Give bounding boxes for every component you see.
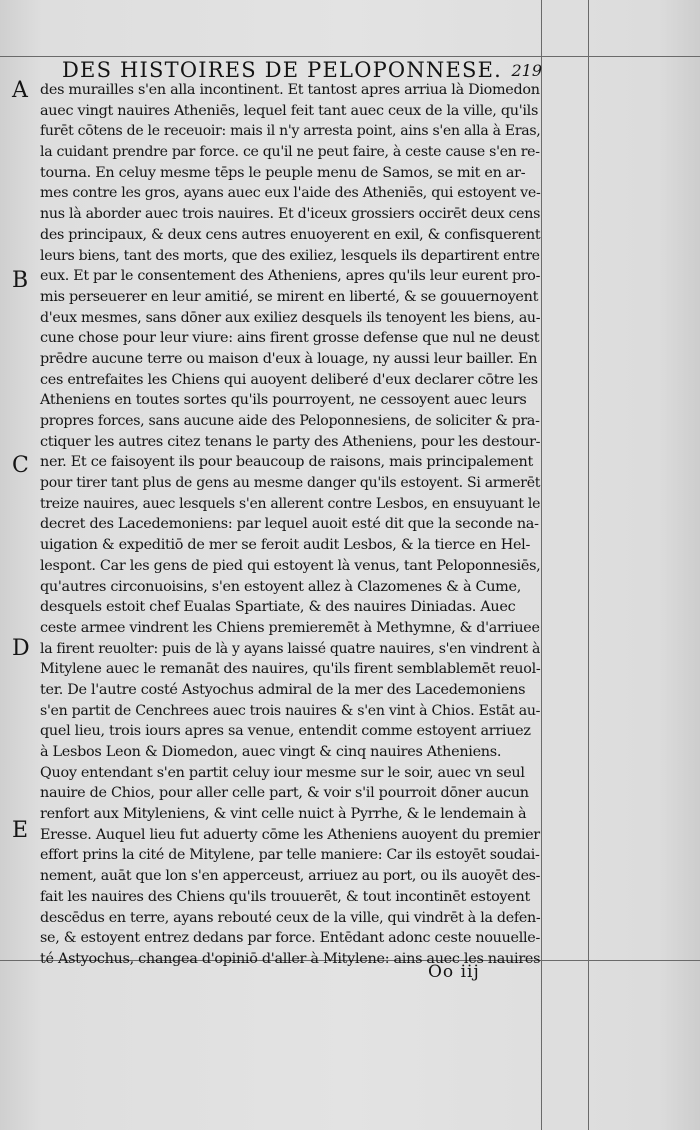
text-line: ceste armee vindrent les Chiens premieremēt à Methymne, & d'arriuee [40, 619, 540, 636]
text-line: ner. Et ce faisoyent ils pour beaucoup de raisons, mais principalement [40, 454, 533, 471]
text-line: eux. Et par le consentement des Atheniens, apres qu'ils leur eurent pro- [40, 268, 541, 285]
text-line: mis perseuerer en leur amitié, se mirent en liberté, & se gouuernoyent [40, 288, 539, 305]
text-line: tourna. En celuy mesme tēps le peuple menu de Samos, se mit en ar- [40, 164, 526, 181]
text-line: Atheniens en toutes sortes qu'ils pourroyent, ne cessoyent auec leurs [40, 392, 527, 409]
running-title: DES HISTOIRES DE PELOPONNESE. [62, 58, 503, 82]
text-line: propres forces, sans aucune aide des Peloponnesiens, de soliciter & pra- [40, 413, 540, 429]
page-number: 219 [511, 61, 542, 80]
text-line: quel lieu, trois iours apres sa venue, entendit comme estoyent arriuez [40, 723, 531, 740]
text-line: la cuidant prendre par force. ce qu'il ne peut faire, à ceste cause s'en re- [40, 144, 540, 161]
text-line: furēt cōtens de le receuoir: mais il n'y arresta point, ains s'en alla à Eras, [40, 123, 541, 140]
text-line: se, & estoyent entrez dedans par force. Entēdant adonc ceste nouuelle- [40, 930, 541, 947]
text-line: Eresse. Auquel lieu fut aduerty cōme les Atheniens auoyent du premier [40, 826, 540, 843]
text-line: desquels estoit chef Eualas Spartiate, & des nauires Diniadas. Auec [40, 599, 516, 616]
signature-mark: Oo iij [428, 962, 480, 982]
text-line: decret des Lacedemoniens: par lequel auoit esté dit que la seconde na- [40, 516, 539, 533]
text-line: la firent reuolter: puis de là y ayans laissé quatre nauires, s'en vindrent à [40, 640, 541, 657]
text-line: nauire de Chios, pour aller celle part, & voir s'il pourroit dōner aucun [40, 785, 529, 802]
text-line: descēdus en terre, ayans rebouté ceux de la ville, qui vindrēt à la defen- [40, 909, 541, 926]
text-line: uigation & expeditiō de mer se feroit audit Lesbos, & la tierce en Hel- [40, 537, 531, 554]
margin-letter-e: E [12, 818, 29, 843]
text-line: nement, auāt que lon s'en apperceust, arriuez au port, ou ils auoyēt des- [40, 868, 541, 885]
text-line: mes contre les gros, ayans auec eux l'aide des Atheniēs, qui estoyent ve- [40, 185, 541, 202]
top-rule [0, 56, 700, 57]
text-line: à Lesbos Leon & Diomedon, auec vingt & cinq nauires Atheniens. [40, 744, 502, 760]
text-line: s'en partit de Cenchrees auec trois nauires & s'en vint à Chios. Estāt au- [40, 702, 541, 719]
margin-letter-b: B [12, 268, 29, 293]
right-column-rule [541, 0, 542, 1130]
text-line: des principaux, & deux cens autres enuoyerent en exil, & confisquerent [40, 226, 541, 243]
text-line: prēdre aucune terre ou maison d'eux à louage, ny aussi leur bailler. En [40, 350, 538, 367]
text-line: ctiquer les autres citez tenans le party des Atheniens, pour les destour- [40, 433, 541, 450]
text-line: treize nauires, auec lesquels s'en allerent contre Lesbos, en ensuyuant le [40, 495, 541, 512]
margin-letter-d: D [12, 636, 30, 661]
text-line: Quoy entendant s'en partit celuy iour mesme sur le soir, auec vn seul [40, 764, 525, 781]
text-line: pour tirer tant plus de gens au mesme danger qu'ils estoyent. Si armerēt [40, 475, 541, 492]
margin-letter-a: A [12, 78, 28, 103]
text-line: auec vingt nauires Atheniēs, lequel feit tant auec ceux de la ville, qu'ils [40, 102, 539, 119]
text-line: té Astyochus, changea d'opiniō d'aller à Mitylene: ains auec les nauires [40, 950, 541, 967]
text-line: lespont. Car les gens de pied qui estoyent là venus, tant Peloponnesiēs, [40, 557, 541, 574]
text-line: d'eux mesmes, sans dōner aux exiliez desquels ils tenoyent les biens, au- [40, 309, 541, 326]
text-line: ces entrefaites les Chiens qui auoyent deliberé d'eux declarer cōtre les [40, 371, 538, 388]
text-line: nus là aborder auec trois nauires. Et d'iceux grossiers occirēt deux cens [40, 206, 541, 223]
body-text [40, 80, 540, 970]
text-line: renfort aux Mityleniens, & vint celle nuict à Pyrrhe, & le lendemain à [40, 806, 527, 823]
text-line: cune chose pour leur viure: ains firent grosse defense que nul ne deust [40, 330, 540, 347]
text-line: effort prins la cité de Mitylene, par telle maniere: Car ils estoyēt soudai- [40, 847, 540, 864]
text-line: fait les nauires des Chiens qu'ils trouuerēt, & tout incontinēt estoyent [40, 888, 530, 905]
text-line: qu'autres circonuoisins, s'en estoyent allez à Clazomenes & à Cume, [40, 578, 522, 595]
margin-letter-c: C [12, 453, 29, 478]
text-line: ter. De l'autre costé Astyochus admiral de la mer des Lacedemoniens [40, 681, 526, 698]
text-line: des murailles s'en alla incontinent. Et tantost apres arriua là Diomedon [40, 82, 540, 98]
text-line: Mitylene auec le remanāt des nauires, qu'ils firent semblablemēt reuol- [40, 661, 541, 678]
right-edge-rule [588, 0, 589, 1130]
text-line: leurs biens, tant des morts, que des exiliez, lesquels ils departirent entre [40, 247, 540, 264]
